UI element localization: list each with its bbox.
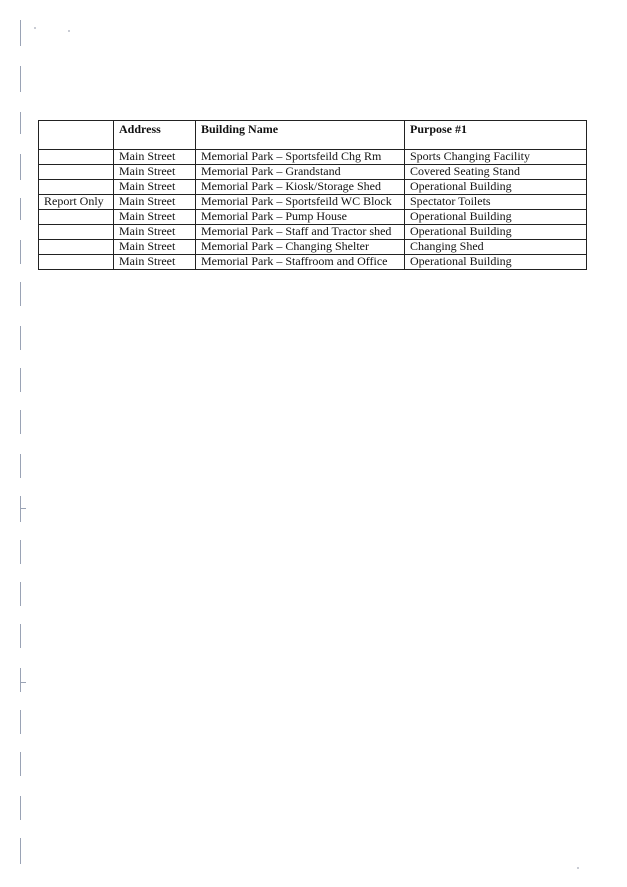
cell-purpose: Sports Changing Facility: [405, 150, 587, 165]
cell-address: Main Street: [114, 180, 196, 195]
scan-speck: [34, 27, 36, 29]
cell-address: Main Street: [114, 150, 196, 165]
cell-flag: [39, 210, 114, 225]
table-row: [39, 255, 587, 270]
cell-purpose: Changing Shed: [405, 240, 587, 255]
cell-building-name: Memorial Park – Changing Shelter: [196, 240, 405, 255]
cell-flag: Report Only: [39, 195, 114, 210]
cell-flag: [39, 240, 114, 255]
cell-purpose: Operational Building: [405, 210, 587, 225]
cell-flag: [39, 150, 114, 165]
cell-flag: [39, 255, 114, 270]
cell-building-name: Memorial Park – Sportsfeild Chg Rm: [196, 150, 405, 165]
cell-building-name: Memorial Park – Kiosk/Storage Shed: [196, 180, 405, 195]
table-row: [39, 180, 587, 195]
scan-speck: [68, 30, 70, 32]
cell-flag: [39, 180, 114, 195]
binding-hole-marks: [17, 20, 27, 870]
cell-building-name: Memorial Park – Staffroom and Office: [196, 255, 405, 270]
table-row: [39, 240, 587, 255]
cell-address: Main Street: [114, 195, 196, 210]
cell-address: Main Street: [114, 165, 196, 180]
cell-purpose: Covered Seating Stand: [405, 165, 587, 180]
cell-address: Main Street: [114, 255, 196, 270]
table-row: [39, 150, 587, 165]
header-flag: [39, 121, 114, 150]
cell-purpose: Operational Building: [405, 180, 587, 195]
header-purpose: Purpose #1: [405, 121, 587, 150]
cell-building-name: Memorial Park – Pump House: [196, 210, 405, 225]
cell-purpose: Operational Building: [405, 255, 587, 270]
table-row: [39, 225, 587, 240]
cell-address: Main Street: [114, 225, 196, 240]
cell-address: Main Street: [114, 240, 196, 255]
table-row: [39, 195, 587, 210]
cell-flag: [39, 165, 114, 180]
buildings-table: [38, 120, 587, 270]
scan-speck: [577, 867, 579, 869]
cell-building-name: Memorial Park – Staff and Tractor shed: [196, 225, 405, 240]
table-row: [39, 210, 587, 225]
header-building-name: Building Name: [196, 121, 405, 150]
table-row: [39, 165, 587, 180]
cell-address: Main Street: [114, 210, 196, 225]
cell-purpose: Spectator Toilets: [405, 195, 587, 210]
table-header-row: [39, 121, 587, 150]
cell-building-name: Memorial Park – Grandstand: [196, 165, 405, 180]
header-address: Address: [114, 121, 196, 150]
cell-purpose: Operational Building: [405, 225, 587, 240]
cell-flag: [39, 225, 114, 240]
cell-building-name: Memorial Park – Sportsfeild WC Block: [196, 195, 405, 210]
